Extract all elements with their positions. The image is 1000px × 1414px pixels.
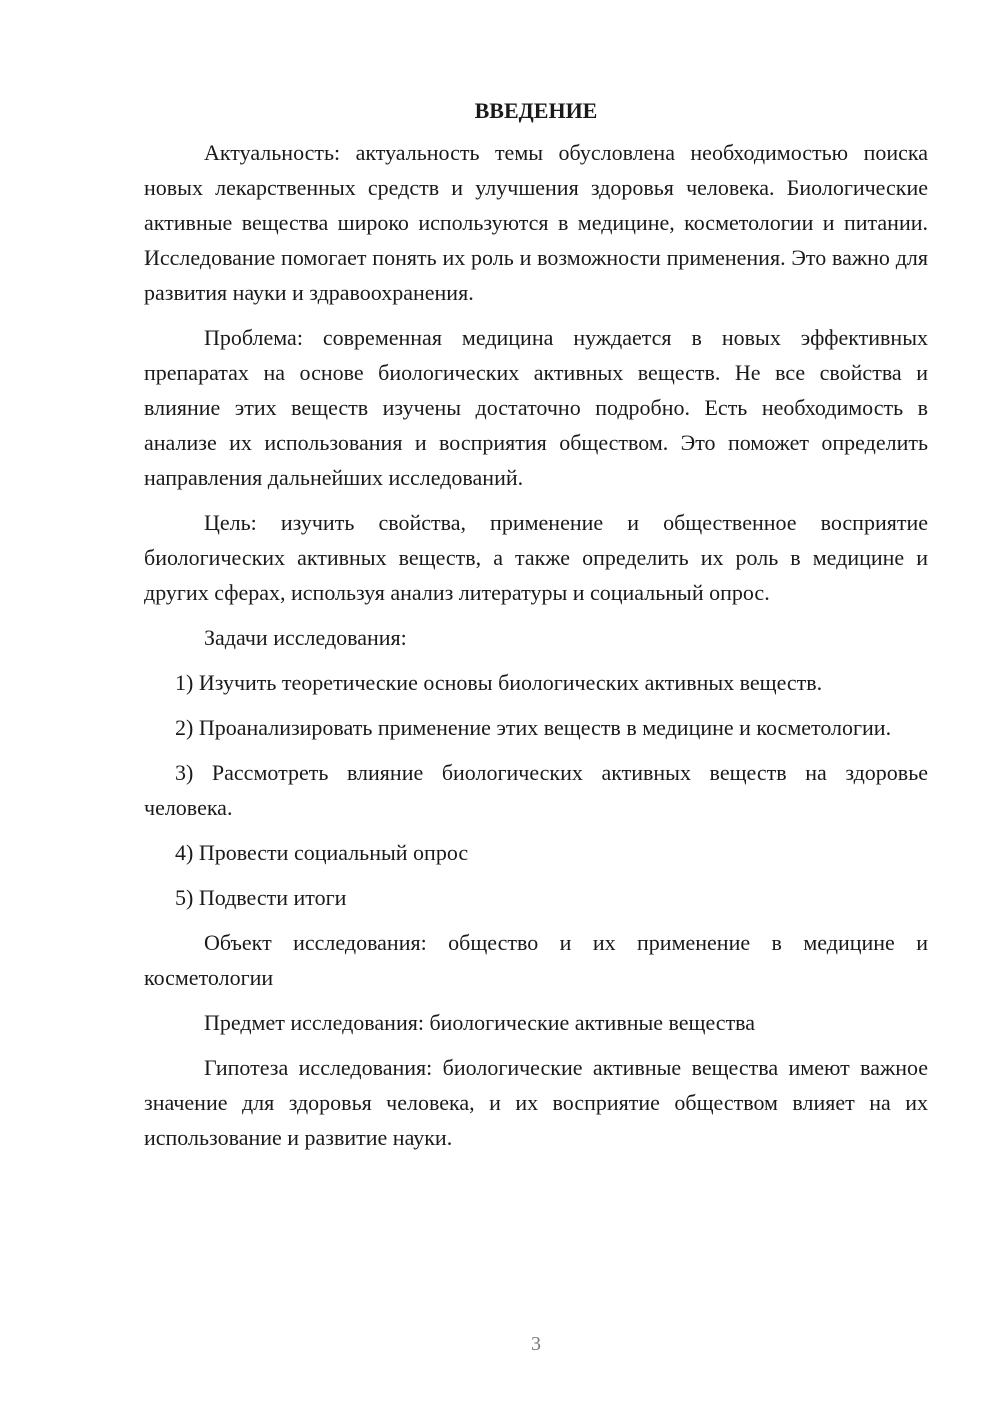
paragraph-hypothesis: Гипотеза исследования: биологические активные вещества имеют важное значение для здоровья человека, и их восприятие обществом влияет на их использование и развитие науки.	[144, 1055, 928, 1150]
page-title: ВВЕДЕНИЕ	[474, 98, 598, 123]
page-content	[144, 94, 928, 1165]
page-number: 3	[531, 1333, 541, 1355]
paragraph-goal: Цель: изучить свойства, применение и общественное восприятие биологических активных веществ, а также определить их роль в медицине и других сферах, используя анализ литературы и социальный опрос.	[144, 510, 928, 605]
task-item: 4) Провести социальный опрос	[175, 840, 469, 865]
paragraph-problem: Проблема: современная медицина нуждается в новых эффективных препаратах на основе биологических активных веществ. Не все свойства и влияние этих веществ изучены достаточно подробно. Есть необходимость в анализе их использования и восприятия обществом. Это поможет определить направления дальнейших исследований.	[144, 325, 928, 490]
task-item: 2) Проанализировать применение этих веществ в медицине и косметологии.	[175, 715, 892, 740]
paragraph-object: Объект исследования: общество и их применение в медицине и косметологии	[144, 930, 928, 990]
paragraph-relevance: Актуальность: актуальность темы обусловлена необходимостью поиска новых лекарственных средств и улучшения здоровья человека. Биологические активные вещества широко используются в медицине, косметологии и питании. Исследование помогает понять их роль и возможности применения. Это важно для развития науки и здравоохранения.	[144, 140, 928, 305]
task-item: 3) Рассмотреть влияние биологических активных веществ на здоровье человека.	[144, 760, 928, 820]
tasks-heading: Задачи исследования:	[204, 625, 407, 650]
task-item: 1) Изучить теоретические основы биологических активных веществ.	[175, 670, 823, 695]
task-item: 5) Подвести итоги	[175, 885, 347, 910]
paragraph-subject: Предмет исследования: биологические активные вещества	[204, 1010, 756, 1035]
